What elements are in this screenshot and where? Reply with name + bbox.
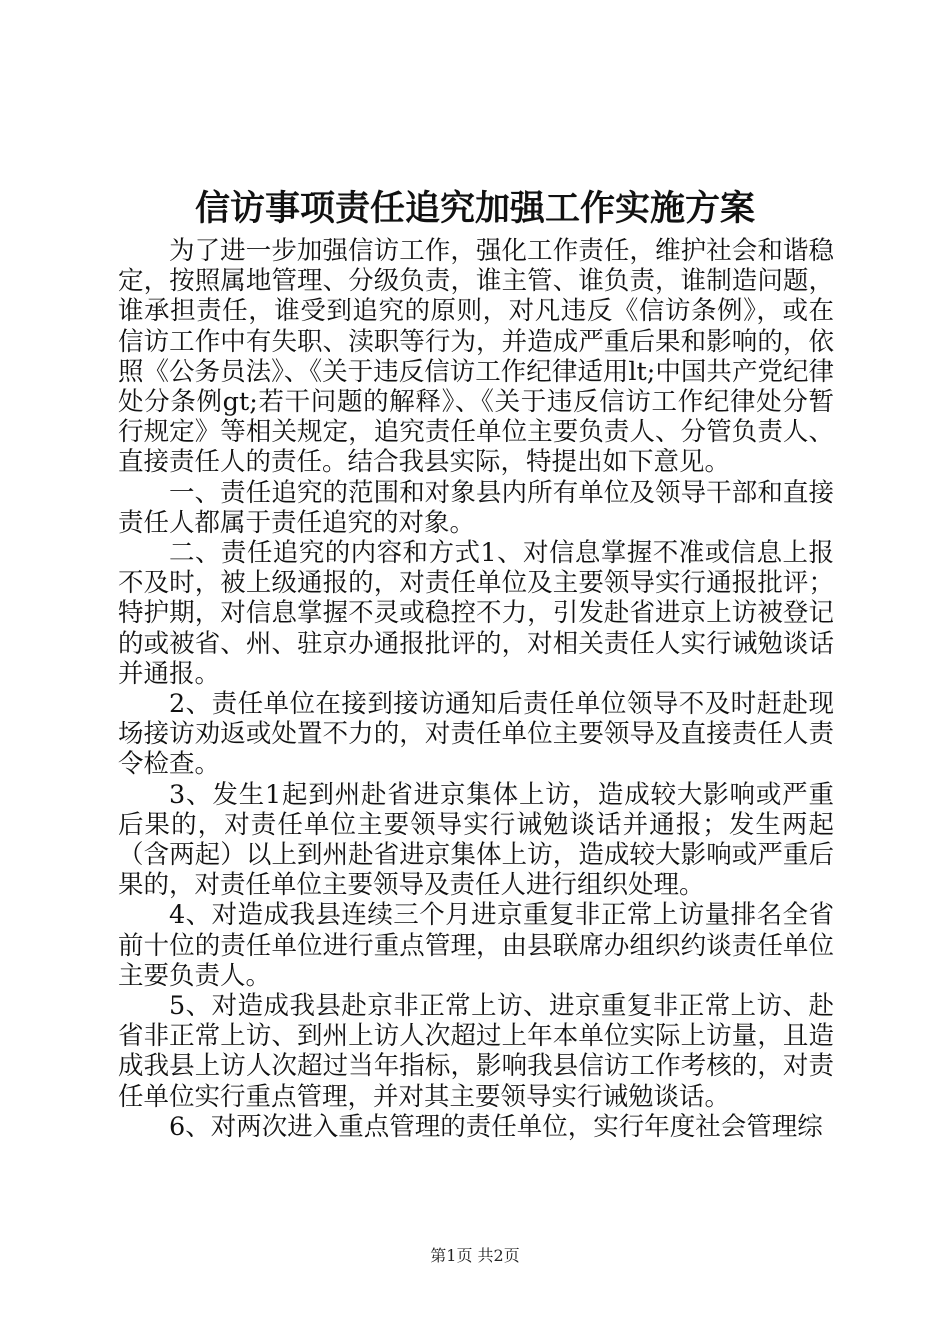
paragraph-section-2: 二、责任追究的内容和方式1、对信息掌握不准或信息上报不及时，被上级通报的，对责任单位及主要领导实行通报批评；特护期，对信息掌握不灵或稳控不力，引发赴省进京上访被登记的或被省、州、驻京办通报批评的，对相关责任人实行诫勉谈话并通报。 xyxy=(118,538,834,689)
paragraph-item-5: 5、对造成我县赴京非正常上访、进京重复非正常上访、赴省非正常上访、到州上访人次超过上年本单位实际上访量，且造成我县上访人次超过当年指标，影响我县信访工作考核的，对责任单位实行重点管理，并对其主要领导实行诫勉谈话。 xyxy=(118,991,834,1112)
document-body xyxy=(118,236,834,1142)
paragraph-item-3: 3、发生1起到州赴省进京集体上访，造成较大影响或严重后果的，对责任单位主要领导实行诫勉谈话并通报；发生两起（含两起）以上到州赴省进京集体上访，造成较大影响或严重后果的，对责任单位主要领导及责任人进行组织处理。 xyxy=(118,779,834,901)
paragraph-item-2: 2、责任单位在接到接访通知后责任单位领导不及时赶赴现场接访劝返或处置不力的，对责任单位主要领导及直接责任人责令检查。 xyxy=(118,689,834,780)
paragraph-intro: 为了进一步加强信访工作，强化工作责任，维护社会和谐稳定，按照属地管理、分级负责，谁主管、谁负责，谁制造问题，谁承担责任，谁受到追究的原则，对凡违反《信访条例》，或在信访工作中有失职、渎职等行为，并造成严重后果和影响的，依照《公务员法》、《关于违反信访工作纪律适用lt;中国共产党纪律处分条例gt;若干问题的解释》、《关于违反信访工作纪律处分暂行规定》等相关规定，追究责任单位主要负责人、分管负责人、直接责任人的责任。结合我县实际，特提出如下意见。 xyxy=(118,236,834,478)
page-footer: 第1页 共2页 xyxy=(430,1246,520,1265)
document-title: 信访事项责任追究加强工作实施方案 xyxy=(194,188,755,229)
paragraph-item-6: 6、对两次进入重点管理的责任单位，实行年度社会管理综 xyxy=(169,1111,823,1142)
paragraph-section-1: 一、责任追究的范围和对象县内所有单位及领导干部和直接责任人都属于责任追究的对象。 xyxy=(118,477,834,538)
paragraph-item-4: 4、对造成我县连续三个月进京重复非正常上访量排名全省前十位的责任单位进行重点管理，由县联席办组织约谈责任单位主要负责人。 xyxy=(118,900,834,991)
